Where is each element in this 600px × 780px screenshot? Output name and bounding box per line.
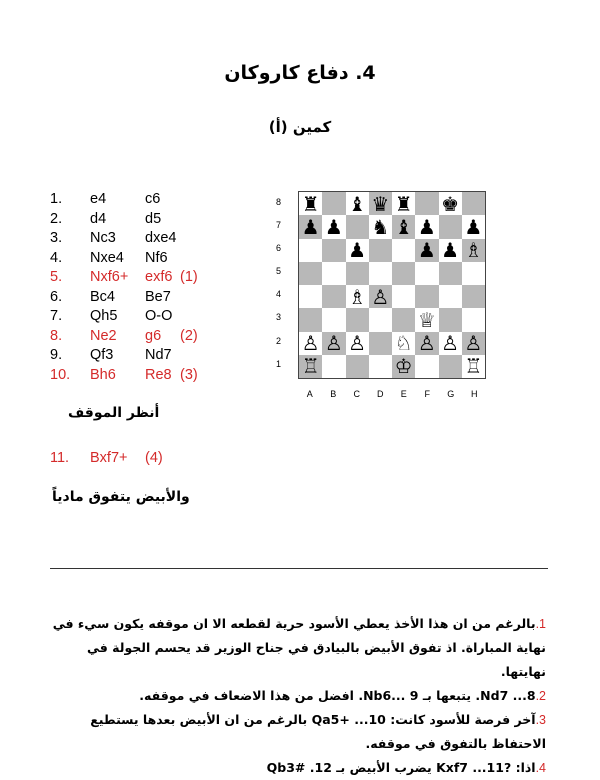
move-row <box>50 346 280 366</box>
chess-piece-square: ♖ <box>299 355 322 378</box>
move-row <box>50 190 280 210</box>
move-number: 8. <box>50 327 63 344</box>
board-square <box>322 285 345 308</box>
move-11-white: Bxf7+ <box>90 450 128 466</box>
board-square <box>439 285 462 308</box>
board-square <box>439 355 462 378</box>
file-label: G <box>447 389 455 399</box>
board-square <box>369 332 392 355</box>
board-square <box>322 355 345 378</box>
file-labels <box>298 389 486 399</box>
rank-label: 4 <box>276 289 282 300</box>
white-move: Ne2 <box>90 327 117 344</box>
board-square <box>392 262 415 285</box>
move-number: 6. <box>50 288 63 305</box>
chess-piece-square: ♙ <box>322 332 345 355</box>
file-label: F <box>424 389 430 399</box>
board-square <box>322 308 345 331</box>
board-square <box>299 262 322 285</box>
chess-piece-square: ♟ <box>299 215 322 238</box>
white-move: Nc3 <box>90 230 116 246</box>
rank-label: 3 <box>276 312 282 323</box>
board-square <box>346 308 369 331</box>
chess-piece-square: ♘ <box>392 332 415 355</box>
file-label: A <box>306 389 313 399</box>
move-row <box>50 307 280 327</box>
chess-piece-square: ♜ <box>392 192 415 215</box>
board-square <box>462 285 485 308</box>
footnote-1: 1.بالرغم من ان هذا الأخذ يعطي الأسود حرية لقطعه الا ان موقفه يكون سيء في نهاية المباراة. اذ تفوق الأبيض بالبيادق في جناح الوزير قد يحسم الجولة في نهايتها. <box>52 616 546 679</box>
black-move: exf6 <box>145 269 173 285</box>
black-move: Nf6 <box>145 249 168 266</box>
white-move: d4 <box>90 210 107 227</box>
board-square <box>415 355 438 378</box>
chess-piece-square: ♕ <box>415 308 438 331</box>
move-row <box>50 229 280 249</box>
board-square <box>415 192 438 215</box>
move-row <box>50 268 280 288</box>
chess-piece-square: ♚ <box>439 192 462 215</box>
black-move: O-O <box>145 308 173 324</box>
white-move: Nxf6+ <box>90 269 129 285</box>
chess-piece-square: ♟ <box>322 215 345 238</box>
black-move: dxe4 <box>145 230 177 246</box>
footnotes <box>48 612 546 780</box>
chess-piece-square: ♗ <box>346 285 369 308</box>
file-label: D <box>377 389 384 399</box>
black-move: g6 <box>145 327 162 344</box>
board-square <box>346 355 369 378</box>
black-move: d5 <box>145 210 162 227</box>
board-square <box>322 192 345 215</box>
chess-piece-square: ♖ <box>462 355 485 378</box>
chess-piece-square: ♙ <box>346 332 369 355</box>
chess-piece-square: ♟ <box>439 239 462 262</box>
move-number: 7. <box>50 308 63 324</box>
board-square <box>439 215 462 238</box>
board-square <box>369 262 392 285</box>
chess-piece-square: ♟ <box>415 215 438 238</box>
board-square <box>322 262 345 285</box>
board-square <box>299 285 322 308</box>
white-move: Qf3 <box>90 347 114 363</box>
footnote-4: 4.اذا: ?Kxf7 ...11 يضرب الأبيض بـ 12. Qb3# <box>266 760 546 775</box>
chess-piece-square: ♝ <box>346 192 369 215</box>
chess-piece-square: ♛ <box>369 192 392 215</box>
chess-piece-square: ♟ <box>415 239 438 262</box>
rank-label: 5 <box>276 266 282 277</box>
move-number: 4. <box>50 249 63 266</box>
file-label: B <box>330 389 337 399</box>
board-square <box>322 239 345 262</box>
board-square <box>299 308 322 331</box>
board-square <box>392 308 415 331</box>
rank-label: 2 <box>276 335 282 346</box>
board-square <box>415 262 438 285</box>
move-number: 3. <box>50 230 63 246</box>
page-title: 4. دفاع كاروكان <box>224 62 376 84</box>
board-square <box>392 285 415 308</box>
rank-label: 6 <box>276 243 282 254</box>
white-move: Qh5 <box>90 308 118 324</box>
move-11 <box>50 450 163 466</box>
white-move: Nxe4 <box>90 249 124 266</box>
board-square <box>299 239 322 262</box>
chess-piece-square: ♞ <box>369 215 392 238</box>
board-square <box>462 262 485 285</box>
move-note: (2) <box>180 327 198 344</box>
chess-piece-square: ♙ <box>299 332 322 355</box>
white-move: Bc4 <box>90 288 115 305</box>
board-square <box>415 285 438 308</box>
black-move: Re8 <box>145 366 172 383</box>
page-subtitle: كمين (أ) <box>268 118 332 136</box>
board-square <box>369 355 392 378</box>
chess-piece-square: ♙ <box>462 332 485 355</box>
board-square <box>439 262 462 285</box>
chess-piece-square: ♔ <box>392 355 415 378</box>
file-label: E <box>400 389 407 399</box>
move-row <box>50 366 280 386</box>
board-square <box>392 239 415 262</box>
black-move: c6 <box>145 191 161 207</box>
conclusion-text: والأبيض يتفوق مادياً <box>52 489 190 505</box>
move-number: 5. <box>50 269 63 285</box>
board-square <box>346 262 369 285</box>
move-note: (1) <box>180 269 198 285</box>
rank-label: 7 <box>276 220 282 231</box>
file-label: C <box>353 389 360 399</box>
footnote-3: 3.آخر فرصة للأسود كانت: Qa5+ ...10 بالرغم من ان الأبيض بعدها يستطيع الاحتفاظ بالتفوق في موقفه. <box>90 712 546 751</box>
move-row <box>50 249 280 269</box>
move-number: 2. <box>50 210 63 227</box>
white-move: e4 <box>90 191 107 207</box>
move-list <box>50 190 280 385</box>
white-move: Bh6 <box>90 366 116 383</box>
black-move: Nd7 <box>145 347 172 363</box>
chess-piece-square: ♝ <box>392 215 415 238</box>
move-row <box>50 327 280 347</box>
footnote-2: 2.Nd7 ...8. يتبعها بـ Nb6... 9. افضل من هذا الاضعاف في موقفه. <box>139 688 546 703</box>
black-move: Be7 <box>145 288 171 305</box>
divider <box>50 568 548 569</box>
rank-labels <box>276 191 294 376</box>
move-row <box>50 210 280 230</box>
board-square <box>369 239 392 262</box>
move-number: 1. <box>50 191 63 207</box>
move-number: 10. <box>50 366 71 383</box>
chess-board <box>298 191 486 379</box>
chess-piece-square: ♙ <box>439 332 462 355</box>
rank-label: 1 <box>276 358 282 369</box>
move-number: 9. <box>50 347 63 363</box>
chess-piece-square: ♙ <box>415 332 438 355</box>
chess-piece-square: ♟ <box>346 239 369 262</box>
file-label: H <box>471 389 478 399</box>
move-11-note: (4) <box>145 450 163 466</box>
see-position-label: أنظر الموقف <box>68 405 160 421</box>
chess-piece-square: ♗ <box>462 239 485 262</box>
board-square <box>439 308 462 331</box>
board-square <box>346 215 369 238</box>
chess-piece-square: ♟ <box>462 215 485 238</box>
move-row <box>50 288 280 308</box>
board-square <box>462 192 485 215</box>
move-11-number: 11. <box>50 450 70 466</box>
rank-label: 8 <box>276 197 282 207</box>
chess-piece-square: ♜ <box>299 192 322 215</box>
board-square <box>462 308 485 331</box>
board-square <box>369 308 392 331</box>
move-note: (3) <box>180 366 198 383</box>
chess-piece-square: ♙ <box>369 285 392 308</box>
